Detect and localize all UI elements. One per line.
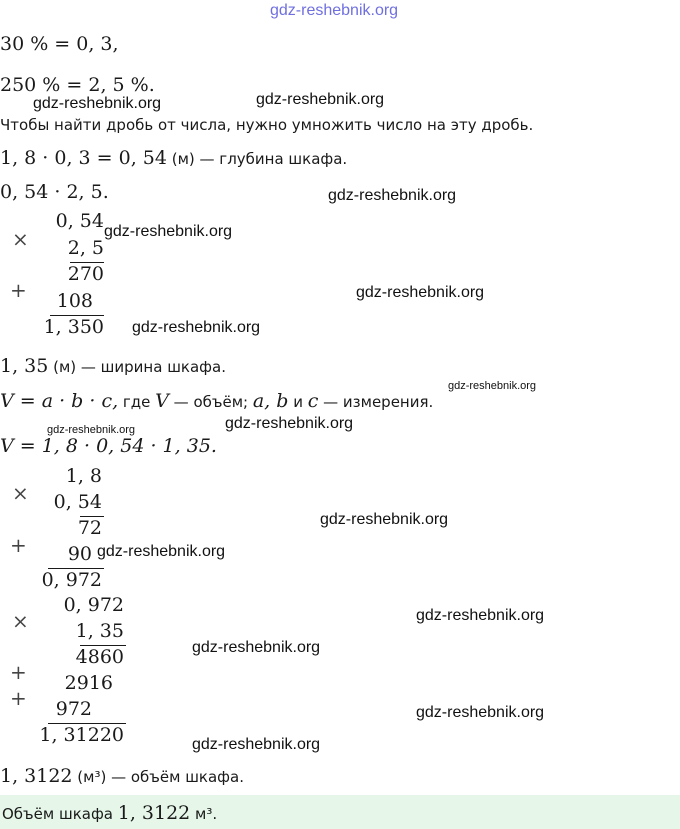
- volume-symbol: V: [155, 390, 169, 412]
- product-result: 0, 972: [41, 569, 102, 591]
- depth-line: [0, 147, 347, 169]
- partial-product-2: 108: [56, 290, 93, 312]
- volume-expression: V = 1, 8 · 0, 54 · 1, 35.: [0, 435, 217, 457]
- dimension-symbols: a, b: [252, 390, 289, 412]
- plus-sign: +: [10, 278, 27, 302]
- watermark: gdz-reshebnik.org: [33, 95, 162, 112]
- answer-text: [2, 802, 217, 824]
- formula-text: и: [288, 393, 308, 411]
- watermark: gdz-reshebnik.org: [97, 543, 226, 560]
- watermark: gdz-reshebnik.org: [416, 704, 545, 721]
- equation-30-percent: 30 % = 0, 3,: [0, 33, 119, 55]
- width-label: (м) — ширина шкафа.: [48, 358, 226, 376]
- width-expression: 0, 54 · 2, 5.: [0, 181, 109, 203]
- formula-text: где: [118, 393, 156, 411]
- formula-text: — объём;: [168, 393, 253, 411]
- plus-sign: +: [10, 686, 27, 710]
- watermark: gdz-reshebnik.org: [448, 380, 537, 392]
- width-value: 1, 35: [0, 355, 49, 377]
- depth-expression: 1, 8 · 0, 3 = 0, 54: [0, 147, 167, 169]
- watermark-top: gdz-reshebnik.org: [270, 2, 399, 19]
- plus-sign: +: [10, 660, 27, 684]
- equation-250-percent: 250 % = 2, 5 %.: [0, 74, 155, 96]
- watermark: gdz-reshebnik.org: [356, 284, 485, 301]
- watermark: gdz-reshebnik.org: [416, 607, 545, 624]
- factor-b: 0, 54: [53, 491, 102, 513]
- formula-text: — измерения.: [318, 393, 434, 411]
- factor-a: 0, 54: [55, 210, 104, 232]
- volume-formula: V = a · b · c,: [0, 390, 119, 412]
- product-result: 1, 31220: [39, 724, 124, 746]
- multiply-sign: ×: [12, 481, 29, 505]
- watermark: gdz-reshebnik.org: [328, 187, 457, 204]
- watermark: gdz-reshebnik.org: [132, 319, 261, 336]
- answer-unit: м³.: [190, 805, 218, 823]
- product-result: 1, 350: [43, 316, 104, 338]
- factor-b: 1, 35: [75, 620, 124, 642]
- partial-product-1: 72: [77, 517, 102, 539]
- plus-sign: +: [10, 533, 27, 557]
- watermark: gdz-reshebnik.org: [256, 91, 385, 108]
- rule-text: Чтобы найти дробь от числа, нужно умножить число на эту дробь.: [0, 116, 534, 134]
- factor-b: 2, 5: [67, 237, 104, 259]
- watermark: gdz-reshebnik.org: [192, 639, 321, 656]
- partial-product-2: 2916: [64, 672, 113, 694]
- volume-value: 1, 3122: [0, 765, 73, 787]
- depth-label: (м) — глубина шкафа.: [166, 150, 348, 168]
- partial-product-2: 90: [67, 543, 92, 565]
- answer-value: 1, 3122: [117, 802, 191, 824]
- watermark: gdz-reshebnik.org: [225, 415, 354, 432]
- factor-a: 1, 8: [65, 465, 102, 487]
- partial-product-3: 972: [55, 698, 92, 720]
- dimension-symbol-c: c: [307, 390, 319, 412]
- partial-product-1: 270: [67, 263, 104, 285]
- watermark: gdz-reshebnik.org: [320, 511, 449, 528]
- volume-formula-line: [0, 390, 433, 412]
- watermark: gdz-reshebnik.org: [104, 223, 233, 240]
- watermark: gdz-reshebnik.org: [47, 424, 136, 436]
- partial-product-1: 4860: [75, 646, 124, 668]
- answer-box: [0, 795, 680, 829]
- answer-label: Объём шкафа: [2, 805, 118, 823]
- volume-result-line: [0, 765, 244, 787]
- multiply-sign: ×: [12, 609, 29, 633]
- watermark: gdz-reshebnik.org: [192, 736, 321, 753]
- factor-a: 0, 972: [63, 594, 124, 616]
- width-line: [0, 355, 226, 377]
- multiply-sign: ×: [12, 227, 29, 251]
- volume-label: (м³) — объём шкафа.: [72, 768, 244, 786]
